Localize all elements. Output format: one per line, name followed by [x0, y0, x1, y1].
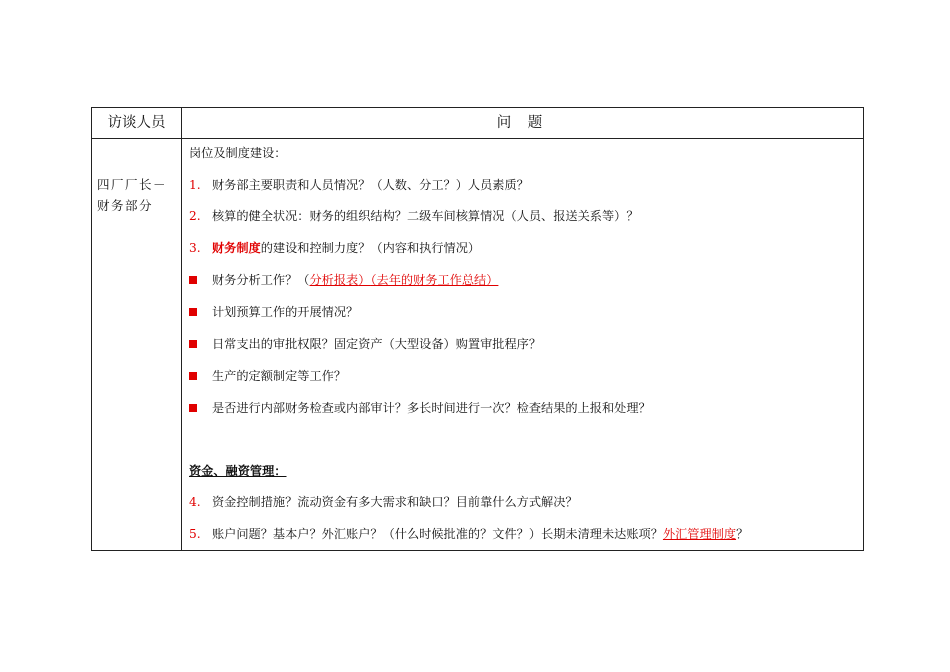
link-last-year-summary[interactable]: （去年的财务工作总结） [370, 273, 499, 287]
link-paren: ） [358, 273, 371, 287]
question-item-3 [189, 240, 480, 256]
square-bullet-icon [189, 308, 197, 316]
item-tail: ？ [736, 527, 749, 541]
table-header-row [92, 108, 863, 139]
question-item-5 [189, 526, 748, 542]
square-bullet-icon [189, 404, 197, 412]
item-text: 的建设和控制力度？（内容和执行情况） [260, 241, 481, 255]
item-text: 日常支出的审批权限？固定资产（大型设备）购置审批程序？ [212, 337, 542, 351]
question-item-4 [189, 494, 578, 510]
item-text: 账户问题？基本户？外汇账户？（什么时候批准的？文件？）长期未清理未达账项？ [212, 527, 663, 541]
interviewee-cell [97, 174, 179, 216]
highlight-financial-system: 财务制度 [212, 241, 261, 255]
interview-table [91, 107, 864, 551]
item-text: 是否进行内部财务检查或内部审计？多长时间进行一次？检查结果的上报和处理？ [212, 401, 651, 415]
header-interviewee: 访谈人员 [107, 115, 166, 131]
item-number: 5. [189, 527, 201, 541]
column-divider [181, 108, 182, 550]
question-item-audit [189, 400, 651, 416]
interviewee-line-2: 财务部分 [97, 198, 154, 213]
link-analysis-report[interactable]: 分析报表 [309, 273, 359, 287]
section-title-posts: 岗位及制度建设： [189, 146, 287, 160]
item-text: 核算的健全状况：财务的组织结构？二级车间核算情况（人员、报送关系等）？ [212, 209, 639, 223]
item-number: 4. [189, 495, 201, 509]
section-title-funds: 资金、融资管理： [189, 464, 287, 478]
item-text: 计划预算工作的开展情况？ [212, 305, 359, 319]
item-number: 3. [189, 241, 201, 255]
question-item-budget [189, 304, 358, 320]
item-number: 2. [189, 209, 201, 223]
question-item-quota [189, 368, 346, 384]
square-bullet-icon [189, 372, 197, 380]
header-questions: 问 题 [496, 115, 549, 131]
item-text: 财务部主要职责和人员情况？（人数、分工？）人员素质？ [212, 178, 529, 192]
question-item-2 [189, 208, 639, 224]
item-text: 生产的定额制定等工作？ [212, 369, 347, 383]
question-item-financial-analysis [189, 272, 498, 288]
question-item-approval [189, 336, 541, 352]
link-forex-policy[interactable]: 外汇管理制度 [662, 527, 737, 541]
square-bullet-icon [189, 340, 197, 348]
item-number: 1. [189, 178, 201, 192]
item-text: 资金控制措施？流动资金有多大需求和缺口？目前靠什么方式解决？ [212, 495, 578, 509]
interviewee-line-1: 四厂厂长－ [97, 177, 168, 192]
square-bullet-icon [189, 276, 197, 284]
item-text: 财务分析工作？（ [212, 273, 310, 287]
question-item-1 [189, 177, 529, 193]
